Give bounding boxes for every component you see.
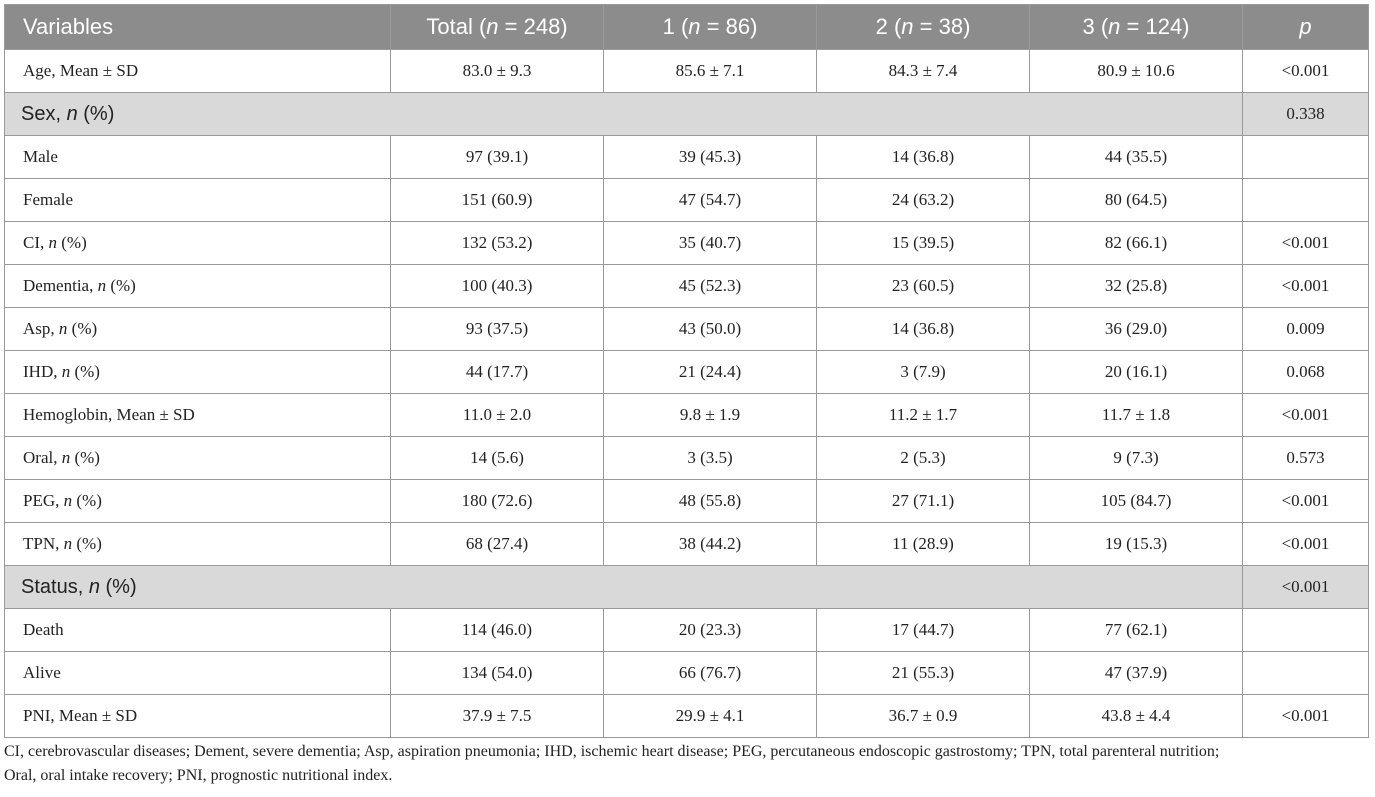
section-label: Status, n (%) [5, 566, 1243, 609]
cell-total: 151 (60.9) [391, 179, 604, 222]
row-label: CI, n (%) [5, 222, 391, 265]
cell-total: 132 (53.2) [391, 222, 604, 265]
table-row-alive [5, 652, 1369, 695]
cell-group-1: 20 (23.3) [604, 609, 817, 652]
cell-group-3: 47 (37.9) [1030, 652, 1243, 695]
cell-p: <0.001 [1243, 480, 1369, 523]
cell-group-2: 84.3 ± 7.4 [817, 50, 1030, 93]
cell-group-2: 14 (36.8) [817, 136, 1030, 179]
section-row-sex [5, 93, 1369, 136]
cell-total: 97 (39.1) [391, 136, 604, 179]
cell-group-2: 21 (55.3) [817, 652, 1030, 695]
cell-group-3: 20 (16.1) [1030, 351, 1243, 394]
table-row-ihd [5, 351, 1369, 394]
cell-group-3: 80.9 ± 10.6 [1030, 50, 1243, 93]
cell-group-1: 9.8 ± 1.9 [604, 394, 817, 437]
cell-p: <0.001 [1243, 394, 1369, 437]
row-label: PNI, Mean ± SD [5, 695, 391, 738]
cell-group-3: 19 (15.3) [1030, 523, 1243, 566]
cell-group-2: 23 (60.5) [817, 265, 1030, 308]
cell-group-1: 39 (45.3) [604, 136, 817, 179]
cell-p [1243, 136, 1369, 179]
header-p: p [1243, 5, 1369, 50]
cell-p: <0.001 [1243, 50, 1369, 93]
cell-total: 44 (17.7) [391, 351, 604, 394]
row-label: Oral, n (%) [5, 437, 391, 480]
cell-group-3: 36 (29.0) [1030, 308, 1243, 351]
row-label: Female [5, 179, 391, 222]
cell-group-3: 80 (64.5) [1030, 179, 1243, 222]
table-row-death [5, 609, 1369, 652]
cell-group-3: 82 (66.1) [1030, 222, 1243, 265]
cell-total: 37.9 ± 7.5 [391, 695, 604, 738]
cell-group-2: 2 (5.3) [817, 437, 1030, 480]
cell-group-3: 105 (84.7) [1030, 480, 1243, 523]
header-group-2: 2 (n = 38) [817, 5, 1030, 50]
cell-group-3: 43.8 ± 4.4 [1030, 695, 1243, 738]
cell-group-1: 47 (54.7) [604, 179, 817, 222]
row-label: PEG, n (%) [5, 480, 391, 523]
section-label: Sex, n (%) [5, 93, 1243, 136]
table-row-pni [5, 695, 1369, 738]
cell-group-2: 14 (36.8) [817, 308, 1030, 351]
cell-group-1: 21 (24.4) [604, 351, 817, 394]
table-footnote [4, 740, 1368, 788]
cell-total: 14 (5.6) [391, 437, 604, 480]
cell-total: 114 (46.0) [391, 609, 604, 652]
cell-group-1: 85.6 ± 7.1 [604, 50, 817, 93]
cell-group-1: 3 (3.5) [604, 437, 817, 480]
header-variables: Variables [5, 5, 391, 50]
cell-group-2: 17 (44.7) [817, 609, 1030, 652]
cell-p: 0.573 [1243, 437, 1369, 480]
cell-p: 0.338 [1243, 93, 1369, 136]
cell-group-1: 43 (50.0) [604, 308, 817, 351]
table-row-male [5, 136, 1369, 179]
cell-total: 11.0 ± 2.0 [391, 394, 604, 437]
cell-total: 100 (40.3) [391, 265, 604, 308]
cell-p: <0.001 [1243, 222, 1369, 265]
header-group-1: 1 (n = 86) [604, 5, 817, 50]
table-row-female [5, 179, 1369, 222]
cell-group-1: 45 (52.3) [604, 265, 817, 308]
cell-group-2: 36.7 ± 0.9 [817, 695, 1030, 738]
cell-p [1243, 609, 1369, 652]
table-row-ci [5, 222, 1369, 265]
cell-p [1243, 652, 1369, 695]
row-label: Male [5, 136, 391, 179]
table-row-hemoglobin [5, 394, 1369, 437]
cell-group-1: 29.9 ± 4.1 [604, 695, 817, 738]
cell-group-2: 27 (71.1) [817, 480, 1030, 523]
cell-total: 134 (54.0) [391, 652, 604, 695]
cell-p: <0.001 [1243, 265, 1369, 308]
row-label: Hemoglobin, Mean ± SD [5, 394, 391, 437]
cell-group-1: 48 (55.8) [604, 480, 817, 523]
cell-total: 83.0 ± 9.3 [391, 50, 604, 93]
cell-p: <0.001 [1243, 566, 1369, 609]
section-row-status [5, 566, 1369, 609]
cell-p: 0.009 [1243, 308, 1369, 351]
table-row-peg [5, 480, 1369, 523]
cell-group-3: 32 (25.8) [1030, 265, 1243, 308]
cell-p: <0.001 [1243, 523, 1369, 566]
table-row-tpn [5, 523, 1369, 566]
cell-group-2: 3 (7.9) [817, 351, 1030, 394]
cell-group-1: 38 (44.2) [604, 523, 817, 566]
row-label: Asp, n (%) [5, 308, 391, 351]
row-label: Dementia, n (%) [5, 265, 391, 308]
cell-group-2: 11 (28.9) [817, 523, 1030, 566]
row-label: Age, Mean ± SD [5, 50, 391, 93]
header-group-3: 3 (n = 124) [1030, 5, 1243, 50]
cell-total: 68 (27.4) [391, 523, 604, 566]
footnote-line: Oral, oral intake recovery; PNI, prognostic nutritional index. [4, 767, 393, 784]
row-label: IHD, n (%) [5, 351, 391, 394]
cell-group-2: 11.2 ± 1.7 [817, 394, 1030, 437]
table-row-asp [5, 308, 1369, 351]
row-label: TPN, n (%) [5, 523, 391, 566]
cell-total: 93 (37.5) [391, 308, 604, 351]
cell-group-3: 9 (7.3) [1030, 437, 1243, 480]
cell-p [1243, 179, 1369, 222]
row-label: Death [5, 609, 391, 652]
header-total: Total (n = 248) [391, 5, 604, 50]
cell-group-3: 44 (35.5) [1030, 136, 1243, 179]
table-row-oral [5, 437, 1369, 480]
table-row-age [5, 50, 1369, 93]
cell-group-2: 24 (63.2) [817, 179, 1030, 222]
cell-group-1: 35 (40.7) [604, 222, 817, 265]
cell-p: <0.001 [1243, 695, 1369, 738]
table-row-dementia [5, 265, 1369, 308]
header-row [5, 5, 1369, 50]
cell-total: 180 (72.6) [391, 480, 604, 523]
cell-group-3: 11.7 ± 1.8 [1030, 394, 1243, 437]
footnote-line: CI, cerebrovascular diseases; Dement, severe dementia; Asp, aspiration pneumonia; IHD, ischemic heart disease; PEG, percutaneous endoscopic gastrostomy; TPN, total parenteral nutrition; [4, 743, 1220, 760]
cell-group-2: 15 (39.5) [817, 222, 1030, 265]
characteristics-table [4, 4, 1369, 738]
cell-p: 0.068 [1243, 351, 1369, 394]
row-label: Alive [5, 652, 391, 695]
cell-group-3: 77 (62.1) [1030, 609, 1243, 652]
cell-group-1: 66 (76.7) [604, 652, 817, 695]
